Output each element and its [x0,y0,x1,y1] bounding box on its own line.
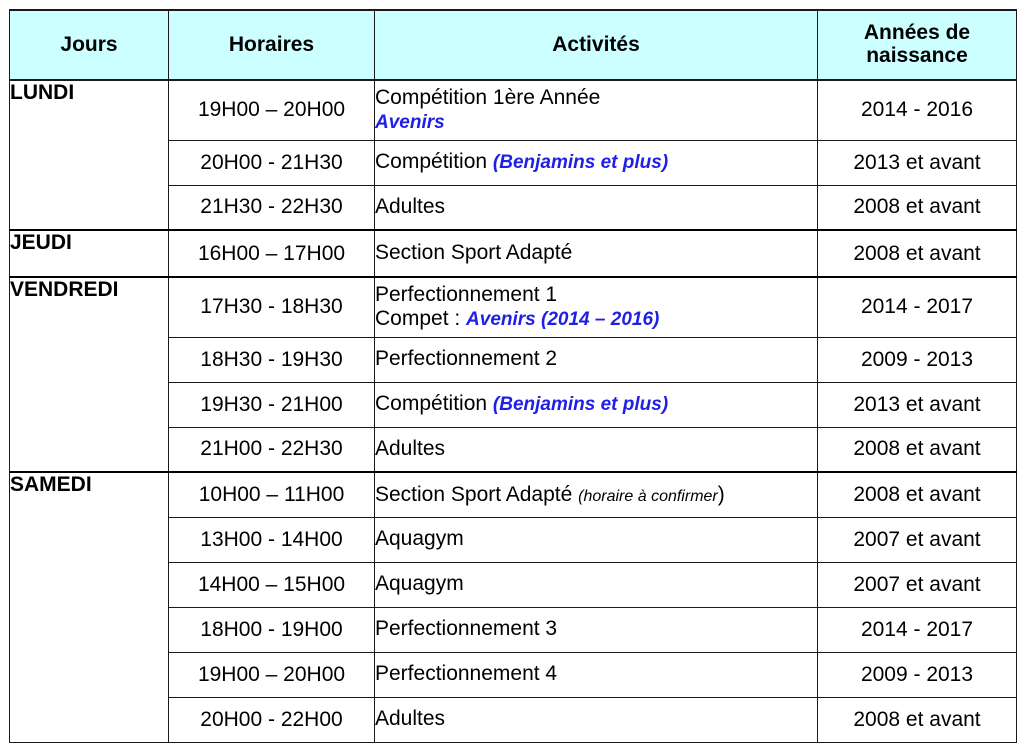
time-cell: 21H00 - 22H30 [169,427,375,472]
activity-main: Aquagym [375,527,464,551]
activity-cell [375,427,818,472]
years-cell: 2014 - 2017 [818,607,1017,652]
time-cell: 19H00 – 20H00 [169,652,375,697]
years-cell: 2014 - 2016 [818,80,1017,140]
years-cell: 2013 et avant [818,382,1017,427]
years-cell: 2008 et avant [818,472,1017,517]
header-annees-line1: Années de [863,21,971,45]
years-cell: 2007 et avant [818,562,1017,607]
activity-cell [375,652,818,697]
activity-cell [375,472,818,517]
table-row [10,80,1017,140]
activity-highlight: (Benjamins et plus) [492,394,669,416]
activity-cell [375,697,818,742]
schedule-table [9,9,1017,743]
years-cell: 2009 - 2013 [818,337,1017,382]
time-cell: 17H30 - 18H30 [169,277,375,337]
years-cell: 2013 et avant [818,140,1017,185]
time-cell: 20H00 - 21H30 [169,140,375,185]
day-vendredi: VENDREDI [10,277,169,472]
header-horaires: Horaires [169,10,375,80]
activity-cell [375,337,818,382]
table-row [10,472,1017,517]
time-cell: 21H30 - 22H30 [169,185,375,230]
header-jours: Jours [10,10,169,80]
activity-cell [375,607,818,652]
activity-highlight: Avenirs [375,112,445,134]
time-cell: 16H00 – 17H00 [169,230,375,277]
years-cell: 2008 et avant [818,697,1017,742]
activity-main: Adultes [375,195,446,219]
time-cell: 20H00 - 22H00 [169,697,375,742]
activity-main: Perfectionnement 3 [375,617,558,641]
time-cell: 19H30 - 21H00 [169,382,375,427]
activity-main: Compétition [375,392,493,416]
table-row [10,230,1017,277]
day-jeudi: JEUDI [10,230,169,277]
years-cell: 2008 et avant [818,427,1017,472]
table-row [10,277,1017,337]
activity-highlight: Avenirs (2014 – 2016) [466,309,660,331]
years-cell: 2007 et avant [818,517,1017,562]
years-cell: 2009 - 2013 [818,652,1017,697]
activity-main: Aquagym [375,572,464,596]
years-cell: 2008 et avant [818,230,1017,277]
activity-main: Compétition [375,150,493,174]
activity-main: Section Sport Adapté [375,241,573,265]
activity-main: Section Sport Adapté [375,482,579,506]
activity-note: (horaire à confirmer [578,487,718,505]
activity-cell [375,80,818,140]
activity-cell [375,382,818,427]
activity-cell [375,185,818,230]
activity-main: Compétition 1ère Année [375,86,601,110]
activity-prefix: Compet : [375,307,467,331]
header-annees [818,10,1017,80]
time-cell: 19H00 – 20H00 [169,80,375,140]
activity-cell [375,517,818,562]
activity-cell [375,230,818,277]
day-samedi: SAMEDI [10,472,169,742]
header-row [10,10,1017,80]
header-annees-line2: naissance [866,44,968,67]
activity-main: Perfectionnement 2 [375,347,558,371]
activity-highlight: (Benjamins et plus) [492,152,669,174]
activity-main: Adultes [375,707,446,731]
time-cell: 14H00 – 15H00 [169,562,375,607]
activity-main: Adultes [375,437,446,461]
activity-main: Perfectionnement 4 [375,662,558,686]
activity-main: Perfectionnement 1 [375,283,558,307]
time-cell: 13H00 - 14H00 [169,517,375,562]
time-cell: 18H00 - 19H00 [169,607,375,652]
activity-note-close: ) [717,482,725,506]
years-cell: 2008 et avant [818,185,1017,230]
time-cell: 18H30 - 19H30 [169,337,375,382]
header-activites: Activités [375,10,818,80]
years-cell: 2014 - 2017 [818,277,1017,337]
activity-cell [375,562,818,607]
activity-cell [375,140,818,185]
time-cell: 10H00 – 11H00 [169,472,375,517]
activity-cell [375,277,818,337]
day-lundi: LUNDI [10,80,169,230]
